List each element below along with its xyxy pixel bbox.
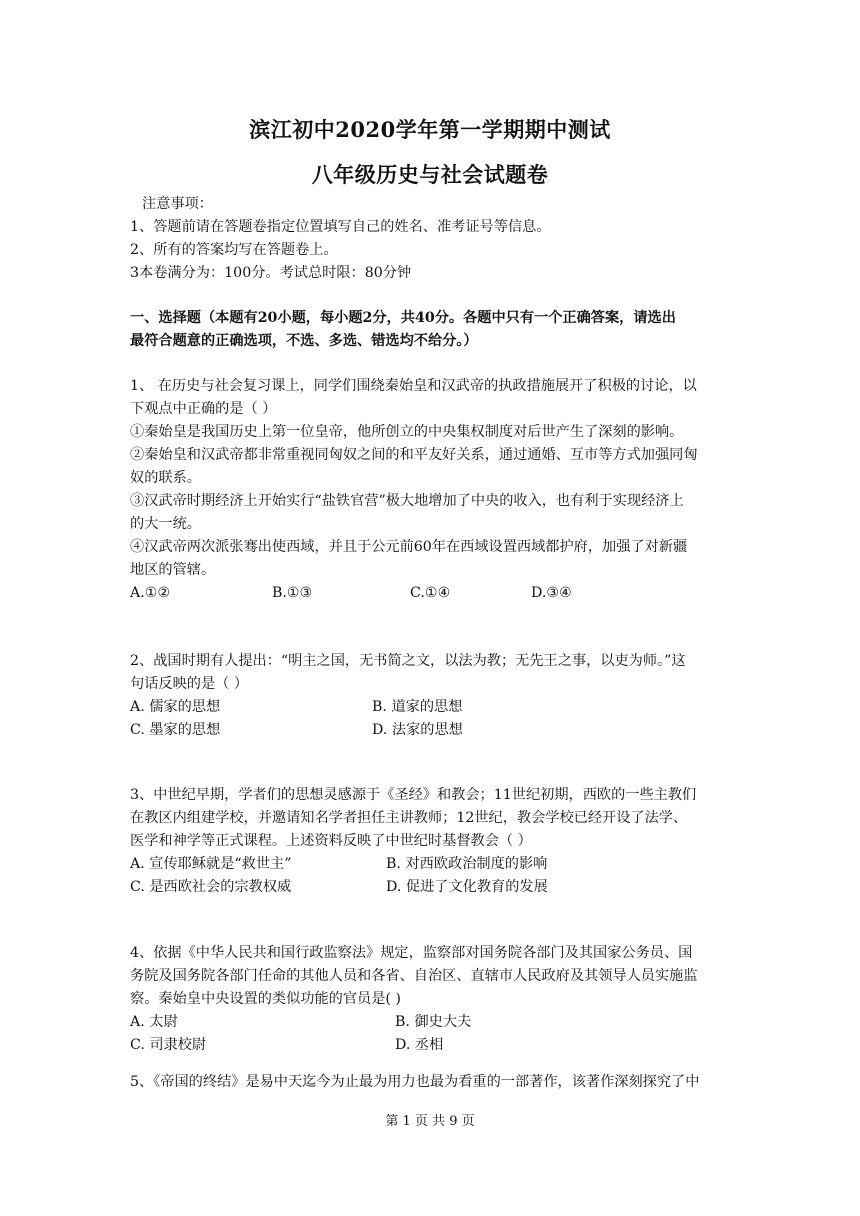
question-5-text: 5、《帝国的终结》是易中天迄今为止最为用力也最为看重的一部著作，该著作深刻探究了中 <box>130 1074 700 1090</box>
exam-subtitle: 八年级历史与社会试题卷 <box>311 162 549 187</box>
question-4-option-b: B. 御史大夫 <box>395 1014 472 1030</box>
question-2-option-b: B. 道家的思想 <box>372 699 463 715</box>
notice-item: 2、所有的答案均写在答题卷上。 <box>130 242 338 258</box>
question-2-option-d: D. 法家的思想 <box>372 722 463 738</box>
question-1-text: 地区的管辖。 <box>130 562 216 578</box>
question-2-text: 句话反映的是（ ） <box>130 676 249 692</box>
question-1-option-a: A.①② <box>130 585 171 601</box>
question-3-text: 3、中世纪早期，学者们的思想灵感源于《圣经》和教会；11世纪初期，西欧的一些主教们 <box>130 787 697 803</box>
question-1-text: ④汉武帝两次派张骞出使西域，并且于公元前60年在西域设置西域都护府，加强了对新疆 <box>130 539 688 555</box>
question-1-option-d: D.③④ <box>531 585 572 601</box>
question-1-text: 奴的联系。 <box>130 470 201 486</box>
question-1-option-c: C.①④ <box>410 585 451 601</box>
question-3-text: 在教区内组建学校，并邀请知名学者担任主讲教师；12世纪，教会学校已经开设了法学、 <box>130 810 688 826</box>
question-3-option-d: D. 促进了文化教育的发展 <box>386 879 548 895</box>
question-1-option-b: B.①③ <box>272 585 313 601</box>
question-3-option-c: C. 是西欧社会的宗教权威 <box>130 879 292 895</box>
question-4-option-a: A. 太尉 <box>130 1014 178 1030</box>
question-2-option-c: C. 墨家的思想 <box>130 722 221 738</box>
question-1-text: 1、 在历史与社会复习课上，同学们围绕秦始皇和汉武帝的执政措施展开了积极的讨论，以 <box>130 378 697 394</box>
question-1-text: 的大一统。 <box>130 516 201 532</box>
section-heading: 一、选择题（本题有20小题，每小题2分，共40分。各题中只有一个正确答案，请选出 <box>130 310 676 326</box>
question-3-option-a: A. 宣传耶稣就是“救世主” <box>130 856 292 872</box>
question-1-text: 下观点中正确的是（ ） <box>130 401 277 417</box>
question-4-option-c: C. 司隶校尉 <box>130 1037 207 1053</box>
notice-item: 1、答题前请在答题卷指定位置填写自己的姓名、准考证号等信息。 <box>130 219 551 235</box>
question-1-text: ①秦始皇是我国历史上第一位皇帝，他所创立的中央集权制度对后世产生了深刻的影响。 <box>130 424 684 440</box>
question-3-text: 医学和神学等正式课程。上述资料反映了中世纪时基督教会（ ） <box>130 833 532 849</box>
question-4-text: 察。秦始皇中央设置的类似功能的官员是( ) <box>130 991 401 1007</box>
question-1-text: ③汉武帝时期经济上开始实行“盐铁官营”极大地增加了中央的收入，也有利于实现经济上 <box>130 493 684 509</box>
question-4-text: 4、依据《中华人民共和国行政监察法》规定，监察部对国务院各部门及其国家公务员、国 <box>130 945 693 961</box>
question-3-option-b: B. 对西欧政治制度的影响 <box>386 856 548 872</box>
question-4-option-d: D. 丞相 <box>395 1037 444 1053</box>
page-number: 第 1 页 共 9 页 <box>385 1114 475 1129</box>
notice-heading: 注意事项： <box>142 196 213 212</box>
question-1-text: ②秦始皇和汉武帝都非常重视同匈奴之间的和平友好关系，通过通婚、互市等方式加强同匈 <box>130 447 698 463</box>
exam-title: 滨江初中2020学年第一学期期中测试 <box>249 117 611 142</box>
question-2-option-a: A. 儒家的思想 <box>130 699 221 715</box>
section-heading: 最符合题意的正确选项，不选、多选、错选均不给分。） <box>130 333 478 349</box>
question-4-text: 务院及国务院各部门任命的其他人员和各省、自治区、直辖市人民政府及其领导人员实施监 <box>130 968 698 984</box>
notice-item: 3本卷满分为：100分。考试总时限：80分钟 <box>130 265 412 281</box>
question-2-text: 2、战国时期有人提出：“明主之国，无书简之文，以法为教；无先王之事，以吏为师。”这 <box>130 653 686 669</box>
